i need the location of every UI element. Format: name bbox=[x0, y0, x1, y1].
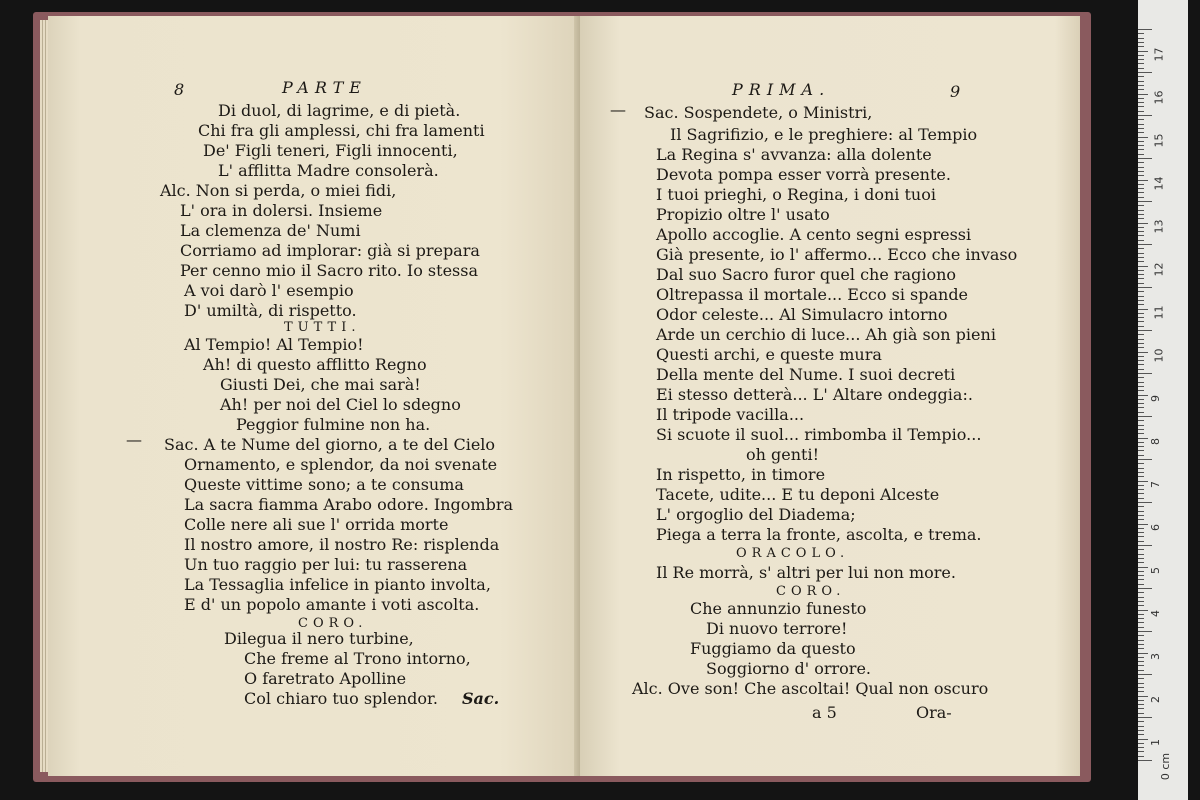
ruler-tick bbox=[1138, 614, 1144, 615]
ruler-mark: 15 bbox=[1152, 133, 1166, 148]
ruler-tick bbox=[1138, 162, 1144, 163]
text-line: Ornamento, e splendor, da noi svenate bbox=[184, 455, 498, 474]
text-line: La clemenza de' Numi bbox=[180, 221, 361, 240]
margin-dash: — bbox=[126, 430, 142, 449]
ruler-tick bbox=[1138, 304, 1144, 305]
ruler-tick bbox=[1138, 291, 1144, 292]
ruler-tick bbox=[1138, 450, 1144, 451]
ruler-tick bbox=[1138, 270, 1144, 271]
running-header-left: PARTE bbox=[282, 78, 367, 97]
ruler-tick bbox=[1138, 274, 1144, 275]
text-line: E d' un popolo amante i voti ascolta. bbox=[184, 595, 480, 614]
text-line: Al Tempio! Al Tempio! bbox=[184, 335, 364, 354]
ruler-mark: 16 bbox=[1152, 90, 1166, 105]
ruler-tick bbox=[1138, 317, 1144, 318]
text-line: O faretrato Apolline bbox=[244, 669, 407, 688]
ruler-tick bbox=[1138, 670, 1144, 671]
ruler-tick bbox=[1138, 51, 1148, 52]
ruler-tick bbox=[1138, 524, 1148, 525]
text-line: Soggiorno d' orrore. bbox=[706, 659, 871, 678]
ruler-tick bbox=[1138, 184, 1144, 185]
ruler-tick bbox=[1138, 313, 1144, 314]
ruler-tick bbox=[1138, 128, 1144, 129]
signature-mark: a 5 bbox=[812, 703, 837, 722]
ruler-tick bbox=[1138, 592, 1144, 593]
ruler-tick bbox=[1138, 261, 1144, 262]
ruler-tick bbox=[1138, 85, 1144, 86]
ruler-tick bbox=[1138, 399, 1144, 400]
ruler-tick bbox=[1138, 300, 1144, 301]
ruler-tick bbox=[1138, 549, 1144, 550]
text-line: I tuoi prieghi, o Regina, i doni tuoi bbox=[656, 185, 936, 204]
text-line: Sac. A te Nume del giorno, a te del Cielo bbox=[164, 435, 496, 454]
text-line: oh genti! bbox=[746, 445, 820, 464]
text-line: Che annunzio funesto bbox=[690, 599, 867, 618]
ruler-tick bbox=[1138, 266, 1148, 267]
ruler-mark: 8 bbox=[1149, 438, 1162, 445]
margin-dash: — bbox=[610, 100, 626, 119]
ruler-mark: 1 bbox=[1149, 739, 1162, 746]
ruler-tick bbox=[1138, 476, 1144, 477]
text-line: Già presente, io l' affermo... Ecco che invaso bbox=[656, 245, 1018, 264]
ruler-tick bbox=[1138, 726, 1144, 727]
text-line: D' umiltà, di rispetto. bbox=[184, 301, 357, 320]
ruler-tick bbox=[1138, 33, 1144, 34]
ruler-tick bbox=[1138, 81, 1144, 82]
ruler-tick bbox=[1138, 89, 1144, 90]
ruler-tick bbox=[1138, 700, 1144, 701]
ruler-tick bbox=[1138, 369, 1144, 370]
text-line: Della mente del Nume. I suoi decreti bbox=[656, 365, 956, 384]
ruler-tick bbox=[1138, 511, 1144, 512]
ruler-tick bbox=[1138, 38, 1144, 39]
text-line: Propizio oltre l' usato bbox=[656, 205, 830, 224]
ruler-tick bbox=[1138, 141, 1144, 142]
text-line: La sacra fiamma Arabo odore. Ingombra bbox=[184, 495, 514, 514]
ruler-tick bbox=[1138, 498, 1144, 499]
text-line: L' ora in dolersi. Insieme bbox=[180, 201, 383, 220]
ruler-tick bbox=[1138, 386, 1144, 387]
ruler-tick bbox=[1138, 223, 1148, 224]
ruler-tick bbox=[1138, 640, 1144, 641]
text-line: Oltrepassa il mortale... Ecco si spande bbox=[656, 285, 969, 304]
ruler-tick bbox=[1138, 171, 1144, 172]
speaker-heading: ORACOLO. bbox=[736, 546, 850, 561]
ruler-tick bbox=[1138, 102, 1144, 103]
ruler-tick bbox=[1138, 158, 1152, 159]
ruler-tick bbox=[1138, 717, 1152, 718]
text-line: L' orgoglio del Diadema; bbox=[656, 505, 856, 524]
ruler-tick bbox=[1138, 571, 1144, 572]
text-line: Queste vittime sono; a te consuma bbox=[184, 475, 464, 494]
ruler-tick bbox=[1138, 438, 1148, 439]
ruler-tick bbox=[1138, 373, 1152, 374]
ruler-mark: 9 bbox=[1149, 395, 1162, 402]
ruler-tick bbox=[1138, 137, 1148, 138]
ruler-tick bbox=[1138, 63, 1144, 64]
text-line: Col chiaro tuo splendor. bbox=[244, 689, 439, 708]
text-line: Tacete, udite... E tu deponi Alceste bbox=[656, 485, 940, 504]
ruler-tick bbox=[1138, 468, 1144, 469]
ruler-tick bbox=[1138, 364, 1144, 365]
ruler-tick bbox=[1138, 653, 1148, 654]
ruler-tick bbox=[1138, 321, 1144, 322]
text-line: Apollo accoglie. A cento segni espressi bbox=[656, 225, 972, 244]
ruler-tick bbox=[1138, 665, 1144, 666]
ruler-tick bbox=[1138, 648, 1144, 649]
ruler-tick bbox=[1138, 287, 1152, 288]
text-line: Dilegua il nero turbine, bbox=[224, 629, 414, 648]
ruler-mark: 3 bbox=[1149, 653, 1162, 660]
ruler-tick bbox=[1138, 687, 1144, 688]
ruler-tick bbox=[1138, 760, 1152, 761]
ruler-mark: 7 bbox=[1149, 481, 1162, 488]
ruler-mark: 12 bbox=[1152, 262, 1166, 277]
ruler-tick bbox=[1138, 584, 1144, 585]
ruler-tick bbox=[1138, 721, 1144, 722]
page-number-left: 8 bbox=[174, 80, 185, 99]
ruler-tick bbox=[1138, 72, 1152, 73]
ruler-tick bbox=[1138, 334, 1144, 335]
text-line: Si scuote il suol... rimbomba il Tempio... bbox=[656, 425, 982, 444]
ruler-tick bbox=[1138, 407, 1144, 408]
text-line: Il nostro amore, il nostro Re: risplenda bbox=[184, 535, 500, 554]
ruler-tick bbox=[1138, 579, 1144, 580]
ruler-tick bbox=[1138, 339, 1144, 340]
text-line: Peggior fulmine non ha. bbox=[236, 415, 431, 434]
ruler-tick bbox=[1138, 558, 1144, 559]
ruler-tick bbox=[1138, 425, 1144, 426]
ruler-tick bbox=[1138, 296, 1144, 297]
ruler-tick bbox=[1138, 235, 1144, 236]
ruler-tick bbox=[1138, 201, 1152, 202]
ruler-mark: 10 bbox=[1152, 348, 1166, 363]
text-line: Questi archi, e queste mura bbox=[656, 345, 882, 364]
ruler-tick bbox=[1138, 502, 1152, 503]
ruler-tick bbox=[1138, 132, 1144, 133]
ruler-tick bbox=[1138, 29, 1152, 30]
ruler-tick bbox=[1138, 489, 1144, 490]
ruler-tick bbox=[1138, 68, 1144, 69]
ruler-tick bbox=[1138, 541, 1144, 542]
ruler-tick bbox=[1138, 330, 1152, 331]
ruler-tick bbox=[1138, 493, 1144, 494]
text-line: Alc. Non si perda, o miei fidi, bbox=[160, 181, 397, 200]
ruler-tick bbox=[1138, 678, 1144, 679]
ruler-tick bbox=[1138, 635, 1144, 636]
ruler-tick bbox=[1138, 734, 1144, 735]
ruler-tick bbox=[1138, 696, 1148, 697]
ruler-tick bbox=[1138, 739, 1148, 740]
ruler-tick bbox=[1138, 115, 1152, 116]
ruler-tick bbox=[1138, 429, 1144, 430]
text-line: Arde un cerchio di luce... Ah già son pieni bbox=[656, 325, 996, 344]
ruler-tick bbox=[1138, 661, 1144, 662]
ruler-tick bbox=[1138, 575, 1144, 576]
text-line: Di nuovo terrore! bbox=[706, 619, 848, 638]
ruler-tick bbox=[1138, 751, 1144, 752]
ruler-tick bbox=[1138, 442, 1144, 443]
ruler-tick bbox=[1138, 360, 1144, 361]
ruler-tick bbox=[1138, 98, 1144, 99]
ruler-tick bbox=[1138, 519, 1144, 520]
ruler-tick bbox=[1138, 691, 1144, 692]
right-page bbox=[580, 16, 1080, 776]
ruler-tick bbox=[1138, 111, 1144, 112]
text-line: Ah! di questo afflitto Regno bbox=[203, 355, 427, 374]
ruler-tick bbox=[1138, 352, 1148, 353]
ruler-tick bbox=[1138, 420, 1144, 421]
text-line: Un tuo raggio per lui: tu rasserena bbox=[184, 555, 468, 574]
ruler-tick bbox=[1138, 618, 1144, 619]
ruler-tick bbox=[1138, 205, 1144, 206]
ruler-tick bbox=[1138, 248, 1144, 249]
text-line: Giusti Dei, che mai sarà! bbox=[220, 375, 421, 394]
ruler-label: 0 cm bbox=[1159, 752, 1173, 781]
ruler-tick bbox=[1138, 175, 1144, 176]
ruler-tick bbox=[1138, 704, 1144, 705]
text-line: In rispetto, in timore bbox=[656, 465, 826, 484]
ruler-tick bbox=[1138, 562, 1144, 563]
ruler-tick bbox=[1138, 713, 1144, 714]
ruler-tick bbox=[1138, 567, 1148, 568]
speaker-heading: TUTTI. bbox=[284, 320, 361, 335]
ruler-mark: 11 bbox=[1152, 305, 1166, 320]
ruler-tick bbox=[1138, 119, 1144, 120]
ruler-tick bbox=[1138, 536, 1144, 537]
left-page bbox=[48, 16, 580, 776]
ruler-tick bbox=[1138, 149, 1144, 150]
ruler-tick bbox=[1138, 545, 1152, 546]
ruler-tick bbox=[1138, 154, 1144, 155]
ruler-tick bbox=[1138, 283, 1144, 284]
ruler-tick bbox=[1138, 124, 1144, 125]
catchword: Ora- bbox=[916, 703, 952, 722]
text-line: Fuggiamo da questo bbox=[690, 639, 856, 658]
text-line: Sac. Sospendete, o Ministri, bbox=[644, 103, 873, 122]
ruler-tick bbox=[1138, 412, 1144, 413]
ruler-tick bbox=[1138, 218, 1144, 219]
ruler-tick bbox=[1138, 210, 1144, 211]
ruler-tick bbox=[1138, 601, 1144, 602]
ruler-mark: 13 bbox=[1152, 219, 1166, 234]
ruler-tick bbox=[1138, 708, 1144, 709]
ruler-tick bbox=[1138, 395, 1148, 396]
ruler-tick bbox=[1138, 257, 1144, 258]
text-line: Piega a terra la fronte, ascolta, e trema. bbox=[656, 525, 982, 544]
ruler-tick bbox=[1138, 627, 1144, 628]
ruler-tick bbox=[1138, 506, 1144, 507]
ruler-tick bbox=[1138, 631, 1152, 632]
text-line: A voi darò l' esempio bbox=[184, 281, 354, 300]
ruler-tick bbox=[1138, 188, 1144, 189]
ruler-tick bbox=[1138, 326, 1144, 327]
ruler-tick bbox=[1138, 683, 1144, 684]
ruler-tick bbox=[1138, 472, 1144, 473]
ruler-mark: 5 bbox=[1149, 567, 1162, 574]
ruler-tick bbox=[1138, 743, 1144, 744]
ruler-tick bbox=[1138, 756, 1144, 757]
ruler-tick bbox=[1138, 657, 1144, 658]
text-line: Colle nere ali sue l' orrida morte bbox=[184, 515, 449, 534]
ruler-tick bbox=[1138, 528, 1144, 529]
ruler-tick bbox=[1138, 240, 1144, 241]
ruler-tick bbox=[1138, 433, 1144, 434]
text-line: La Tessaglia infelice in pianto involta, bbox=[184, 575, 491, 594]
ruler-tick bbox=[1138, 278, 1144, 279]
ruler-tick bbox=[1138, 76, 1144, 77]
ruler-mark: 4 bbox=[1149, 610, 1162, 617]
ruler-tick bbox=[1138, 192, 1144, 193]
ruler-tick bbox=[1138, 390, 1144, 391]
text-line: Dal suo Sacro furor quel che ragiono bbox=[656, 265, 957, 284]
ruler-tick bbox=[1138, 94, 1148, 95]
text-line: Alc. Ove son! Che ascoltai! Qual non oscuro bbox=[632, 679, 989, 698]
text-line: Odor celeste... Al Simulacro intorno bbox=[656, 305, 948, 324]
ruler-tick bbox=[1138, 145, 1144, 146]
ruler-tick bbox=[1138, 106, 1144, 107]
page-number-right: 9 bbox=[950, 82, 961, 101]
ruler-tick bbox=[1138, 180, 1148, 181]
ruler-tick bbox=[1138, 605, 1144, 606]
ruler-tick bbox=[1138, 46, 1144, 47]
ruler-tick bbox=[1138, 231, 1144, 232]
ruler-tick bbox=[1138, 59, 1144, 60]
ruler-tick bbox=[1138, 644, 1144, 645]
ruler-tick bbox=[1138, 253, 1144, 254]
ruler-tick bbox=[1138, 227, 1144, 228]
ruler-mark: 6 bbox=[1149, 524, 1162, 531]
ruler-tick bbox=[1138, 459, 1152, 460]
text-line: De' Figli teneri, Figli innocenti, bbox=[203, 141, 458, 160]
ruler-tick bbox=[1138, 343, 1144, 344]
text-line: Ah! per noi del Ciel lo sdegno bbox=[220, 395, 461, 414]
text-line: Il Re morrà, s' altri per lui non more. bbox=[656, 563, 956, 582]
ruler-tick bbox=[1138, 597, 1144, 598]
text-line: Che freme al Trono intorno, bbox=[244, 649, 471, 668]
ruler-tick bbox=[1138, 610, 1148, 611]
ruler-tick bbox=[1138, 747, 1144, 748]
text-line: La Regina s' avvanza: alla dolente bbox=[656, 145, 932, 164]
ruler-tick bbox=[1138, 463, 1144, 464]
ruler-tick bbox=[1138, 382, 1144, 383]
ruler-tick bbox=[1138, 167, 1144, 168]
ruler-tick bbox=[1138, 309, 1148, 310]
ruler-tick bbox=[1138, 446, 1144, 447]
ruler-tick bbox=[1138, 42, 1144, 43]
ruler-tick bbox=[1138, 532, 1144, 533]
ruler-tick bbox=[1138, 403, 1144, 404]
ruler-tick bbox=[1138, 588, 1152, 589]
ruler-tick bbox=[1138, 347, 1144, 348]
ruler-tick bbox=[1138, 455, 1144, 456]
text-line: Corriamo ad implorar: già si prepara bbox=[180, 241, 480, 260]
catchword: Sac. bbox=[462, 689, 500, 708]
ruler-tick bbox=[1138, 356, 1144, 357]
ruler-tick bbox=[1138, 674, 1152, 675]
ruler-tick bbox=[1138, 515, 1144, 516]
ruler-tick bbox=[1138, 554, 1144, 555]
ruler-tick bbox=[1138, 622, 1144, 623]
text-line: Devota pompa esser vorrà presente. bbox=[656, 165, 951, 184]
ruler-mark: 17 bbox=[1152, 47, 1166, 62]
speaker-heading: CORO. bbox=[298, 616, 368, 631]
text-line: Chi fra gli amplessi, chi fra lamenti bbox=[198, 121, 485, 140]
measurement-ruler bbox=[1138, 0, 1188, 800]
ruler-tick bbox=[1138, 481, 1148, 482]
ruler-mark: 14 bbox=[1152, 176, 1166, 191]
text-line: Di duol, di lagrime, e di pietà. bbox=[218, 101, 461, 120]
ruler-tick bbox=[1138, 55, 1144, 56]
ruler-tick bbox=[1138, 377, 1144, 378]
ruler-tick bbox=[1138, 214, 1144, 215]
text-line: L' afflitta Madre consolerà. bbox=[218, 161, 439, 180]
ruler-mark: 2 bbox=[1149, 696, 1162, 703]
text-line: Il tripode vacilla... bbox=[656, 405, 805, 424]
ruler-tick bbox=[1138, 197, 1144, 198]
ruler-tick bbox=[1138, 244, 1152, 245]
text-line: Ei stesso detterà... L' Altare ondeggia:. bbox=[656, 385, 973, 404]
ruler-tick bbox=[1138, 730, 1144, 731]
text-line: Per cenno mio il Sacro rito. Io stessa bbox=[180, 261, 478, 280]
speaker-heading: CORO. bbox=[776, 584, 846, 599]
running-header-right: PRIMA. bbox=[732, 80, 831, 99]
ruler-tick bbox=[1138, 485, 1144, 486]
ruler-tick bbox=[1138, 416, 1152, 417]
text-line: Il Sagrifizio, e le preghiere: al Tempio bbox=[670, 125, 978, 144]
